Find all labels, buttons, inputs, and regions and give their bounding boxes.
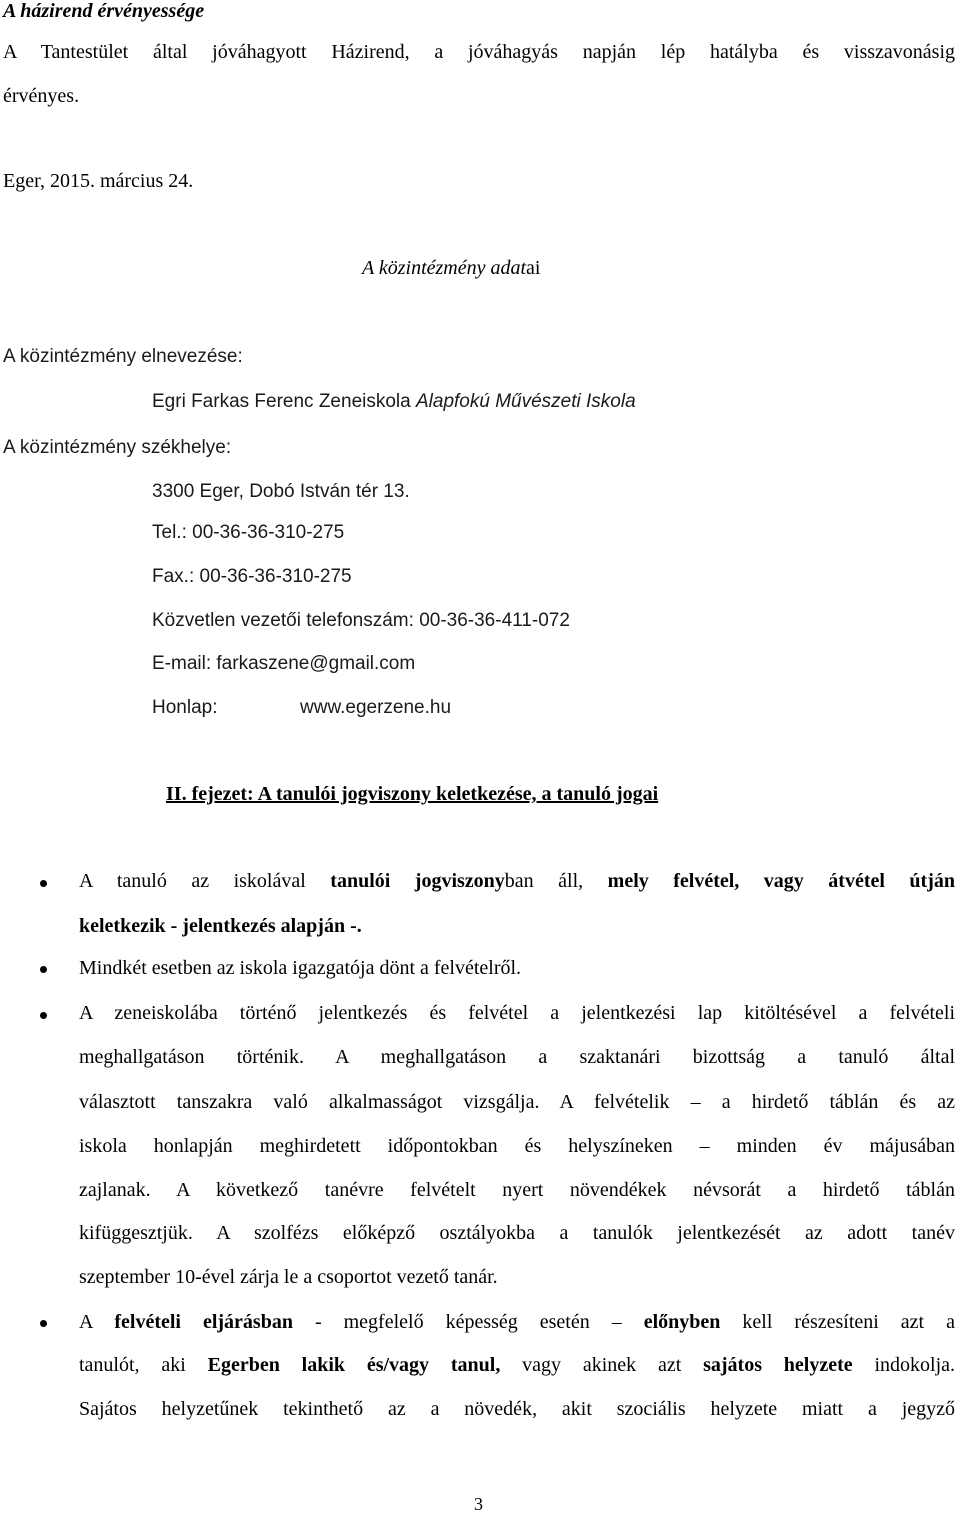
- chapter-title: II. fejezet: A tanulói jogviszony keletkezése, a tanuló jogai: [166, 783, 659, 805]
- institution-name-regular: Egri Farkas Ferenc Zeneiskola: [152, 391, 416, 412]
- bullet-4-line-1: [79, 1311, 955, 1334]
- bullet-2-text: Mindkét esetben az iskola igazgatója dönt a felvételről.: [79, 957, 522, 979]
- institution-tel: [152, 522, 344, 544]
- institution-title: [362, 257, 540, 280]
- bullet-4-text-e: kell részesíteni azt a: [720, 1311, 955, 1333]
- bullet-dot-4: [40, 1320, 47, 1327]
- bullet-4-text-i: sajátos helyzete: [703, 1354, 853, 1376]
- validity-date: Eger, 2015. március 24.: [3, 170, 194, 192]
- institution-web-link[interactable]: www.egerzene.hu: [300, 697, 452, 718]
- bullet-4-text-c: - megfelelő képesség esetén –: [292, 1311, 644, 1333]
- bullet-1-line-2: keletkezik - jelentkezés alapján -.: [79, 915, 362, 937]
- bullet-4-text-j: indokolja.: [852, 1354, 955, 1376]
- bullet-4-line-2: [79, 1354, 955, 1377]
- bullet-3-line-6: kifüggesztjük. A szolfézs előképző osztályokba a tanulók jelentkezését az adott tanév: [79, 1222, 955, 1244]
- bullet-3-line-3: választott tanszakra való alkalmasságot vizsgálja. A felvételik – a hirdető táblán és az: [79, 1091, 955, 1113]
- bullet-1-line-1: [79, 870, 955, 893]
- institution-address: 3300 Eger, Dobó István tér 13.: [152, 481, 410, 502]
- institution-fax-value: : 00-36-36-310-275: [188, 566, 352, 587]
- page-number: 3: [474, 1494, 483, 1514]
- bullet-4-text-d: előnyben: [643, 1311, 721, 1333]
- validity-text-line-1: A Tantestület által jóváhagyott Házirend, a jóváhagyás napján lép hatályba és visszavonásig: [3, 41, 955, 63]
- bullet-4-text-f: tanulót, aki: [79, 1354, 208, 1376]
- bullet-4-text-g: Egerben lakik és/vagy tanul,: [207, 1354, 501, 1376]
- bullet-4-text-a: A: [79, 1311, 115, 1333]
- institution-fax: [152, 566, 352, 588]
- bullet-dot-1: [40, 880, 47, 887]
- bullet-4-text-h: vagy akinek azt: [500, 1354, 704, 1376]
- bullet-dot-2: [40, 966, 47, 973]
- validity-text-line-2: érvényes.: [3, 85, 80, 107]
- bullet-dot-3: [40, 1012, 47, 1019]
- institution-tel-value: : 00-36-36-310-275: [181, 522, 345, 543]
- bullet-4-text-b: felvételi eljárásban: [114, 1311, 293, 1333]
- institution-name-italic: Alapfokú Művészeti Iskola: [416, 391, 636, 412]
- bullet-3-line-4: iskola honlapján meghirdetett időpontokban és helyszíneken – minden év májusában: [79, 1135, 955, 1157]
- institution-title-part2: ai: [526, 257, 541, 279]
- institution-seat-label: A közintézmény székhelye:: [3, 437, 232, 458]
- bullet-4-line-3: Sajátos helyzetűnek tekinthető az a növedék, akit szociális helyzete miatt a jegyző: [79, 1398, 955, 1420]
- institution-name: [152, 391, 636, 413]
- validity-heading: A házirend érvényessége: [3, 0, 205, 22]
- bullet-1-text-d: mely felvétel, vagy átvétel útján: [607, 870, 955, 892]
- institution-fax-label: Fax.: [152, 566, 189, 587]
- bullet-1-text-b: tanulói jogviszony: [330, 870, 505, 892]
- institution-email: E-mail: farkaszene@gmail.com: [152, 653, 416, 674]
- bullet-3-line-2: meghallgatáson történik. A meghallgatáson a szaktanári bizottság a tanuló által: [79, 1046, 955, 1068]
- institution-name-label: A közintézmény elnevezése:: [3, 346, 243, 367]
- institution-web-label: Honlap:: [152, 697, 218, 718]
- bullet-3-line-7: szeptember 10-ével zárja le a csoportot vezető tanár.: [79, 1266, 498, 1288]
- bullet-3-line-1: A zeneiskolába történő jelentkezés és felvétel a jelentkezési lap kitöltésével a felvételi: [79, 1002, 955, 1024]
- institution-direct-phone: Közvetlen vezetői telefonszám: 00-36-36-411-072: [152, 610, 570, 631]
- bullet-1-text-c: ban áll,: [504, 870, 608, 892]
- bullet-3-line-5: zajlanak. A következő tanévre felvételt nyert növendékek névsorát a hirdető táblán: [79, 1179, 955, 1201]
- institution-title-part1: A közintézmény adat: [362, 257, 527, 279]
- bullet-1-text-a: A tanuló az iskolával: [79, 870, 331, 892]
- institution-tel-label: Tel.: [152, 522, 182, 543]
